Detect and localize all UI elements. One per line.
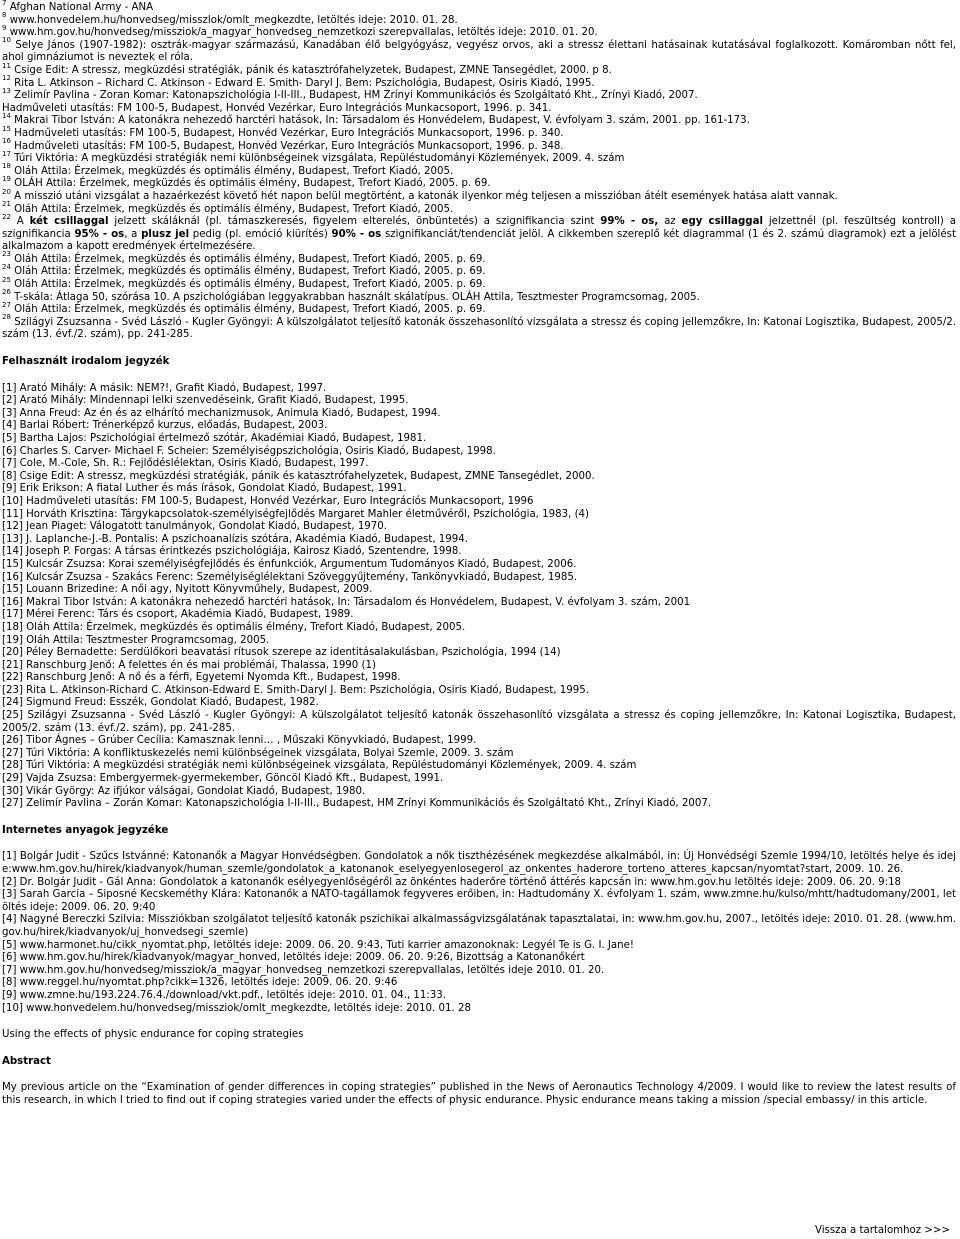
footnote-text: Oláh Attila: Érzelmek, megküzdés és optimális élmény, Budapest, Trefort Kiadó, 2005.	[14, 203, 454, 215]
footnote-text: Csige Edit: A stressz, megküzdési stratégiák, pánik és katasztrófahelyzetek, Budapest, ZMNE Tansegédlet, 2000. p 8.	[14, 64, 612, 76]
footnote	[2, 187, 956, 204]
footnote-text: Selye János (1907-1982): osztrák-magyar származású, Kanadában élő belgyógyász, vegyész orvos, aki a stressz élettani hatásainak kutatásával foglalkozott. Komáromban nőtt fel, ahol gimnáziumot is neveztek el róla.	[2, 39, 956, 64]
bibliography-item: [16] Makrai Tibor István: A katonákra nehezedő harctéri hatások, In: Társadalom és Honvédelem, Budapest, V. évfolyam 3. szám, 2001	[2, 596, 691, 608]
bibliography-item: [19] Oláh Attila: Tesztmester Programcsomag, 2005.	[2, 634, 270, 646]
bibliography-item: [29] Vajda Zsuzsa: Embergyermek-gyermekember, Göncöl Kiadó Kft., Budapest, 1991.	[2, 773, 444, 785]
bibliography-item: [9] Erik Erikson: A fiatal Luther és más írások, Gondolat Kiadó, Budapest, 1991.	[2, 483, 407, 495]
footnotes-section-continued	[2, 250, 956, 342]
footnote	[2, 124, 956, 141]
footnote-number: 9	[2, 23, 7, 32]
footnote-number: 13	[2, 86, 11, 95]
footnote-text: T-skála: Átlaga 50, szórása 10. A pszichológiában leggyakrabban használt skálatípus. OLÁH Attila, Tesztmester Programcsomag, 2005.	[14, 291, 700, 303]
footnote-text: Zelimír Pavlina - Zoran Komar: Katonapszichológia I-II-III., Budapest, HM Zrínyi Kommunikációs és Szolgáltató Kht., Zrínyi Kiadó, 2007.	[14, 90, 698, 102]
bibliography-item: [24] Sigmund Freud: Esszék, Gondolat Kiadó, Budapest, 1982.	[2, 697, 319, 709]
internet-source-item: [4] Nagyné Bereczki Szilvia: Missziókban szolgálatot teljesítő katonák pszichikai alkalmasságvizsgálatának tapasztalatai, in: www.hm.gov.hu, 2007., letöltés ideje: 2010. 01. 28. (www.hm.gov.hu/hirek/kiadvanyok/uj_honvedsegi_szemle)	[2, 914, 956, 938]
footnote	[2, 300, 956, 317]
footnote	[2, 200, 956, 217]
internet-source-item: [10] www.honvedelem.hu/honvedseg/missziok/omlt_megkezdte, letöltés ideje: 2010. 01. 28	[2, 1002, 471, 1014]
footnote-text: Hadműveleti utasítás: FM 100-5, Budapest, Honvéd Vezérkar, Euro Integrációs Munkacsoport, 1996. p. 341.	[2, 102, 552, 114]
footnote	[2, 103, 956, 116]
footnote-number: 18	[2, 162, 11, 171]
footnote	[2, 288, 956, 305]
footnote-text: Hadműveleti utasítás: FM 100-5, Budapest, Honvéd Vezérkar, Euro Integrációs Munkacsoport, 1996. p. 348.	[14, 140, 564, 152]
footnotes-section	[2, 2, 956, 216]
footnote-text: Rita L. Atkinson – Richard C. Atkinson - Edward E. Smith- Daryl J. Bem: Pszichológia, Budapest, Osiris Kiadó, 1995.	[14, 77, 595, 89]
internet-source-item: [9] www.zmne.hu/193.224.76.4./download/vkt.pdf., letöltés ideje: 2010. 01. 04., 11:33.	[2, 989, 447, 1001]
footnote-text: Oláh Attila: Érzelmek, megküzdés és optimális élmény, Budapest, Trefort Kiadó, 2005. p. 69.	[14, 253, 486, 265]
footnote	[2, 23, 956, 40]
bibliography-item: [13] J. Laplanche-J.-B. Pontalis: A pszichoanalízis szótára, Akadémia Kiadó, Budapest, 1994.	[2, 533, 468, 545]
footnote-number: 27	[2, 300, 11, 309]
bibliography-item: [20] Péley Bernadette: Serdülőkori beavatási rítusok szerepe az identitásalakulásban, Pszichológia, 1994 (14)	[2, 647, 561, 659]
bibliography-item: [8] Csige Edit: A stressz, megküzdési stratégiák, pánik és katasztrófahelyzetek, Budapest, ZMNE Tansegédlet, 2000.	[2, 470, 595, 482]
abstract-text: My previous article on the “Examination of gender differences in coping strategies” published in the News of Aeronautics Technology 4/2009. I would like to review the latest results of this research, in which I tried to find out if coping strategies varied under the effects of physic endurance. Physic endurance means taking a mission /special embassy/ in this article.	[2, 1082, 956, 1106]
footnote	[2, 275, 956, 292]
footnote	[2, 263, 956, 279]
bibliography-item: [14] Joseph P. Forgas: A társas érintkezés pszichológiája, Kairosz Kiadó, Szentendre, 1998.	[2, 546, 462, 558]
bibliography-item: [7] Cole, M.-Cole, Sh. R.: Fejlődéslélektan, Osiris Kiadó, Budapest, 1997.	[2, 458, 369, 470]
abstract-title: Abstract	[2, 1055, 51, 1067]
bibliography-item: [10] Hadműveleti utasítás: FM 100-5, Budapest, Honvéd Vezérkar, Euro Integrációs Munkacsoport, 1996	[2, 495, 534, 507]
footnote-text: Oláh Attila: Érzelmek, megküzdés és optimális élmény, Budapest, Trefort Kiadó, 2005. p. 69.	[14, 304, 486, 316]
footnote-number: 23	[2, 250, 11, 259]
bibliography-item: [12] Jean Piaget: Válogatott tanulmányok, Gondolat Kiadó, Budapest, 1970.	[2, 521, 387, 533]
footnote-number: 10	[2, 36, 11, 45]
bibliography-item: [16] Kulcsár Zsuzsa - Szakács Ferenc: Személyiséglélektani Szöveggyűjtemény, Tankönyvkiadó, Budapest, 1985.	[2, 571, 578, 583]
footnote-number: 16	[2, 137, 11, 146]
bibliography-item: [4] Barlai Róbert: Trénerképző kurzus, előadás, Budapest, 2003.	[2, 420, 328, 432]
bibliography-item: [15] Kulcsár Zsuzsa: Korai személyiségfejlődés és énfunkciók, Argumentum Tudományos Kiadó, Budapest, 2006.	[2, 558, 577, 570]
english-title: Using the effects of physic endurance for coping strategies	[2, 1029, 304, 1041]
internet-source-item: [5] www.harmonet.hu/cikk_nyomtat.php, letöltés ideje: 2009. 06. 20. 9:43, Tuti karrier amazonoknak: Legyél Te is G. I. Jane!	[2, 939, 634, 951]
footnote-text: Makrai Tibor István: A katonákra nehezedő harctéri hatások, In: Társadalom és Honvédelem, Budapest, V. évfolyam 3. szám, 2001. pp. 161-173.	[14, 115, 750, 127]
footnote	[2, 111, 956, 128]
footnote	[2, 250, 956, 267]
footnote-number: 12	[2, 74, 11, 83]
footnote-number: 21	[2, 200, 11, 209]
footnote-text: A misszió utáni vizsgálat a hazaérkezést követő hét napon belül megtörtént, a katonák ilyenkor még teljesen a misszióban átélt események hatása alatt vannak.	[14, 190, 838, 202]
footnote	[2, 137, 956, 154]
bibliography-item: [27] Túri Viktória: A konfliktuskezelés nemi különbségeinek vizsgálata, Bolyai Szemle, 2009. 3. szám	[2, 747, 514, 759]
bibliography-item: [25] Szilágyi Zsuzsanna - Svéd László - Kugler Gyöngyi: A külszolgálatot teljesítő katonák összehasonlító vizsgálata a stressz és coping jellemzőkre, In: Katonai Logisztika, Budapest, 2005/2. szám (13. évf./2. szám), pp. 241-285.	[2, 710, 956, 734]
bibliography-item: [15] Louann Brizedine: A női agy, Nyitott Könyvműhely, Budapest, 2009.	[2, 584, 373, 596]
bibliography-list	[2, 383, 956, 811]
footnote	[2, 162, 956, 179]
footnote-number: 17	[2, 149, 11, 158]
footnote-text: Szilágyi Zsuzsanna - Svéd László - Kugler Gyöngyi: A külszolgálatot teljesítő katonák összehasonlító vizsgálata a stressz és coping jellemzőkre, In: Katonai Logisztika, Budapest, 2005/2. szám (13. évf./2. szám), pp. 241-285.	[2, 316, 956, 341]
footnote	[2, 2, 956, 15]
footnote-number: 8	[2, 11, 7, 20]
internet-sources-title: Internetes anyagok jegyzéke	[2, 824, 169, 836]
internet-sources-list	[2, 851, 956, 1015]
back-to-contents-link[interactable]: Vissza a tartalomhoz >>>	[814, 1225, 950, 1236]
bibliography-title: Felhasznált irodalom jegyzék	[2, 356, 170, 368]
bibliography-item: [6] Charles S. Carver- Michael F. Scheier: Személyiségpszichológia, Osiris Kiadó, Budapest, 1998.	[2, 445, 496, 457]
footnote-number: 24	[2, 263, 11, 272]
footnote	[2, 36, 956, 65]
footnote	[2, 74, 956, 91]
footnote	[2, 61, 956, 78]
bibliography-item: [26] Tibor Ágnes – Grúber Cecília: Kamasznak lenni… , Műszaki Könyvkiadó, Budapest, 1999.	[2, 735, 477, 747]
bibliography-item: [27] Zelimír Pavlina – Zorán Komar: Katonapszichológia I-II-III., Budapest, HM Zrínyi Kommunikációs és Szolgáltató Kht., Zrínyi Kiadó, 2007.	[2, 798, 712, 810]
footnote-number: 26	[2, 288, 11, 297]
bibliography-item: [17] Mérei Ferenc: Társ és csoport, Akadémia Kiadó, Budapest, 1989.	[2, 609, 354, 621]
footnote	[2, 313, 956, 342]
footnote-text: Oláh Attila: Érzelmek, megküzdés és optimális élmény, Budapest, Trefort Kiadó, 2005. p. 69.	[14, 266, 486, 278]
footnote-number: 7	[2, 0, 7, 7]
bibliography-item: [21] Ranschburg Jenő: A felettes én és mai problémái, Thalassa, 1990 (1)	[2, 659, 376, 671]
internet-source-item: [2] Dr. Bolgár Judit - Gál Anna: Gondolatok a katonanők esélyegyenlőségéről az önkéntes haderőre történő áttérés kapcsán in: www.hm.gov.hu letöltés ideje: 2009. 06. 20. 9:18	[2, 876, 902, 888]
footnote-number: 11	[2, 61, 11, 70]
footnote-text: Afghan National Army - ANA	[9, 2, 154, 13]
bibliography-item: [18] Oláh Attila: Érzelmek, megküzdés és optimális élmény, Trefort Kiadó, Budapest, 2005.	[2, 621, 466, 633]
internet-source-item: [6] www.hm.gov.hu/hirek/kiadvanyok/magyar_honved, letöltés ideje: 2009. 06. 20. 9:26, Bizottság a Katonanőkért	[2, 952, 585, 964]
footnote-text: Oláh Attila: Érzelmek, megküzdés és optimális élmény, Budapest, Trefort Kiadó, 2005.	[14, 165, 454, 177]
footnote	[2, 11, 956, 28]
internet-source-item: [8] www.reggel.hu/nyomtat.php?cikk=1326, letöltés ideje: 2009. 06. 20. 9:46	[2, 977, 398, 989]
footnote-text: Túri Viktória: A megküzdési stratégiák nemi különbségeinek vizsgálata, Repüléstudományi Közlemények, 2009. 4. szám	[14, 153, 625, 165]
footnote-number: 15	[2, 124, 11, 133]
footnote-number: 19	[2, 174, 11, 183]
bibliography-item: [28] Túri Viktória: A megküzdési stratégiák nemi különbségeinek vizsgálata, Repüléstudományi Közlemények, 2009. 4. szám	[2, 760, 637, 772]
footnote-number: 14	[2, 111, 11, 120]
footnote-number: 20	[2, 187, 11, 196]
bibliography-item: [3] Anna Freud: Az én és az elhárító mechanizmusok, Animula Kiadó, Budapest, 1994.	[2, 407, 441, 419]
bibliography-item: [23] Rita L. Atkinson-Richard C. Atkinson-Edward E. Smith-Daryl J. Bem: Pszichológia, Osiris Kiadó, Budapest, 1995.	[2, 684, 589, 696]
footnote-text: www.hm.gov.hu/honvedseg/missziok/a_magyar_honvedseg_nemzetkozi szerepvallalas, letöltés ideje: 2010. 01. 20.	[9, 27, 598, 39]
bibliography-item: [2] Arató Mihály: Mindennapi lelki szenvedéseink, Grafit Kiadó, Budapest, 1995.	[2, 395, 409, 407]
footnote-22: $^{22}$ A két csillaggal jelzett skáláknál (pl. támaszkeresés, figyelem elterelés, önbüntetés) a szignifikancia szint 99% - os, az egy csillaggal jelzettnél (pl. feszültség kontroll) a szignifikancia 95% - os, a plusz jel pedig (pl. emóció kiürítés) 90% - os szignifikanciát/tendenciát jelöl. A cikkemben szereplő két diagrammal (1 és 2. számú diagramok) ezt a jelölést alkalmazom a kapott eredmények értelmezésére.	[2, 212, 957, 253]
footnote-text: Oláh Attila: Érzelmek, megküzdés és optimális élmény, Budapest, Trefort Kiadó, 2005. p. 69.	[14, 279, 486, 291]
footnote	[2, 174, 956, 191]
footnote-text: OLÁH Attila: Érzelmek, megküzdés és optimális élmény, Budapest, Trefort Kiadó, 2005. p. 69.	[14, 178, 491, 190]
footnote-text: www.honvedelem.hu/honvedseg/misszlok/omlt_megkezdte, letöltés ideje: 2010. 01. 28.	[9, 14, 458, 26]
footnote-number: 25	[2, 275, 11, 284]
footnote	[2, 86, 956, 103]
footnote	[2, 149, 956, 166]
footnote-text: Hadműveleti utasítás: FM 100-5, Budapest, Honvéd Vezérkar, Euro Integrációs Munkacsoport, 1996. p. 340.	[14, 127, 564, 139]
bibliography-item: [1] Aratό Mihály: A másik: NEM?!, Grafit Kiadó, Budapest, 1997.	[2, 382, 327, 394]
footnote-number: 28	[2, 313, 11, 322]
bibliography-item: [22] Ranschburg Jenő: A nő és a férfi, Egyetemi Nyomda Kft., Budapest, 1998.	[2, 672, 401, 684]
internet-source-item: [3] Sarah Garcia – Siposné Kecskeméthy Klára: Katonanők a NATO-tagállamok fegyveres erőiben, in: Hadtudomány X. évfolyam 1. szám, www.zmne.hu/kulso/mhtt/hadtudomany/2001, letöltés ideje: 2009. 06. 20. 9:40	[2, 889, 956, 913]
bibliography-item: [30] Vikár György: Az ifjúkor válságai, Gondolat Kiadó, Budapest, 1980.	[2, 785, 366, 797]
internet-source-item: [1] Bolgár Judit - Szűcs Istvánné: Katonanők a Magyar Honvédségben. Gondolatok a nők tiszthézésének megkezdése alkalmából, in: Új Honvédségi Szemle 1994/10, letöltés helye és ideje:www.hm.gov.hu/hirek/kiadvanyok/human_szemle/gondolatok_a_katonanok_eselyegyenlosegerol_az_onkentes_haderore_torteno_atteres_kapcsan/nyomtat?start, 2009. 10. 26.	[2, 851, 956, 875]
bibliography-item: [11] Horváth Krisztina: Tárgykapcsolatok-személyiségfejlődés Margaret Mahler életművéről, Pszichológia, 1983, (4)	[2, 508, 589, 520]
internet-source-item: [7] www.hm.gov.hu/honvedseg/missziok/a_magyar_honvedseg_nemzetkozi szerepvallalas, letöltés ideje 2010. 01. 20.	[2, 964, 605, 976]
bibliography-item: [5] Bartha Lajos: Pszichológiai értelmező szótár, Akadémiai Kiadó, Budapest, 1981.	[2, 433, 427, 444]
